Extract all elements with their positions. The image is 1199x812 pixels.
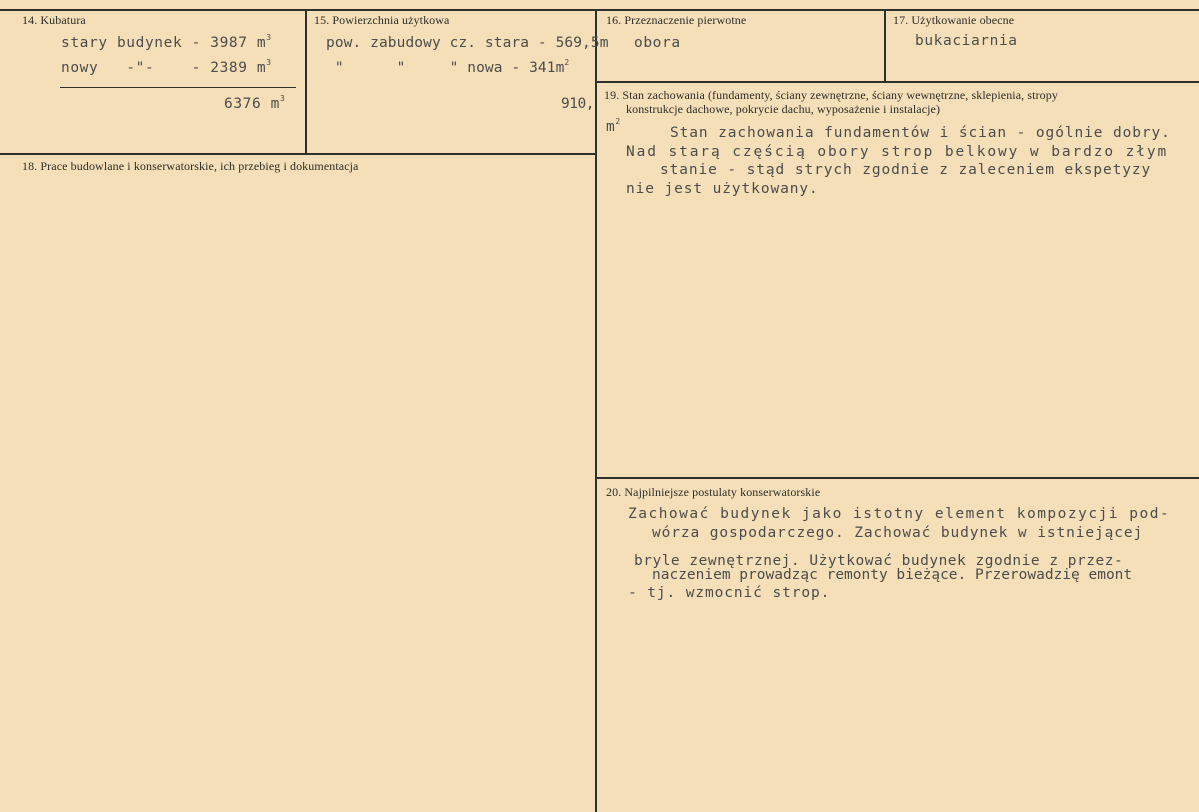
field-20-text4: naczeniem prowadząc remonty bieżące. Przerowadzię emont (652, 567, 1133, 583)
row1-divider-left (0, 153, 596, 155)
field-15-line2: " " " nowa - $341m^2$ (326, 58, 570, 76)
field-20-text5: - tj. wzmocnić strop. (628, 585, 831, 601)
field20-top-rule (596, 477, 1199, 479)
field-18-header: 18. Prace budowlane i konserwatorskie, ich przebieg i dokumentacja (22, 159, 359, 173)
field-17-value: bukaciarnia (915, 33, 1018, 49)
kubatura-sum-rule (60, 87, 296, 88)
center-divider (595, 9, 597, 812)
field-20-text1: Zachować budynek jako istotny element kompozycji pod- (628, 506, 1171, 522)
divider-16-17 (884, 9, 886, 82)
field-15-total: 910, (561, 96, 594, 112)
field-14-header: 14. Kubatura (22, 13, 86, 27)
divider-14-15 (305, 9, 307, 154)
field-19-text4: nie jest użytkowany. (626, 181, 819, 197)
field-16-value: obora (634, 35, 681, 51)
field-15-header: 15. Powierzchnia użytkowa (314, 13, 450, 27)
field-19-text1: Stan zachowania fundamentów i ścian - ogólnie dobry. (670, 125, 1171, 141)
row1-divider-right (596, 81, 1199, 83)
field-19-text2: Nad starą częścią obory strop belkowy w bardzo złym (626, 144, 1169, 160)
field-20-text3: bryle zewnętrznej. Użytkować budynek zgodnie z przez- (634, 553, 1124, 569)
field-20-text2: wórza gospodarczego. Zachować budynek w istniejącej (652, 525, 1144, 541)
field-15-total-unit: $m^2$ (606, 117, 621, 135)
field-16-header: 16. Przeznaczenie pierwotne (606, 13, 747, 27)
field-15-line1: pow. zabudowy cz. stara - 569,5m (326, 35, 609, 51)
field-19-text3: stanie - stąd strych zgodnie z zaleceniem ekspetyzy (660, 162, 1152, 178)
field-19-header-line1: 19. Stan zachowania (fundamenty, ściany zewnętrzne, ściany wewnętrzne, sklepienia, stropy (604, 88, 1058, 102)
field-14-line2: nowy -"- - 2389 $m^3$ (61, 58, 272, 76)
field-20-header: 20. Najpilniejsze postulaty konserwatorskie (606, 485, 821, 499)
field-14-line1: stary budynek - 3987 $m^3$ (61, 33, 272, 51)
top-rule (0, 9, 1199, 11)
field-19-header-line2: konstrukcje dachowe, pokrycie dachu, wyposażenie i instalacje) (626, 102, 941, 116)
field-17-header: 17. Użytkowanie obecne (893, 13, 1015, 27)
field-14-total: 6376 $m^3$ (224, 94, 286, 112)
